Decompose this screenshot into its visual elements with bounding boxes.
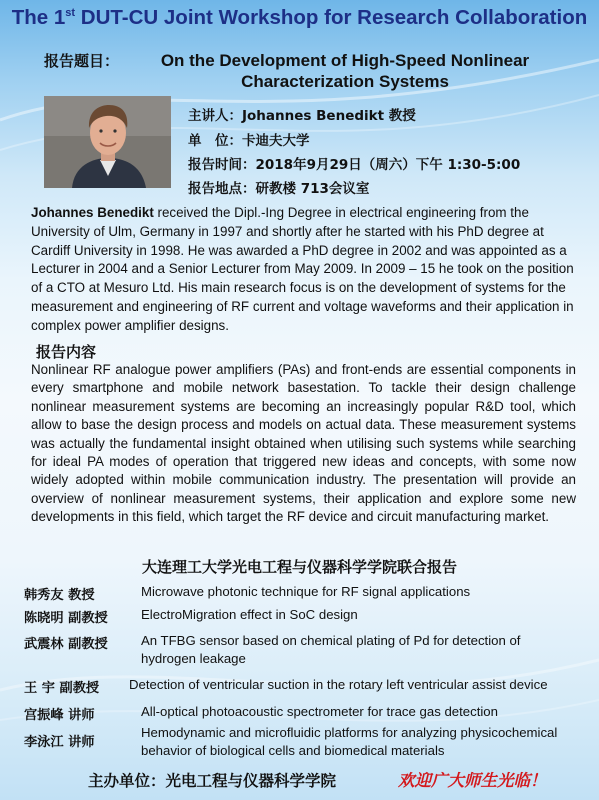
talk-title-line1: On the Development of High-Speed Nonlinear bbox=[160, 51, 530, 70]
bio-name: Johannes Benedikt bbox=[31, 205, 154, 220]
joint-report-heading: 大连理工大学光电工程与仪器科学学院联合报告 bbox=[141, 558, 457, 576]
abstract-text: Nonlinear RF analogue power amplifiers (PAs) and front-ends are essential components in every smartphone and mobile network basestation. To tackle their design challenge nonlinear measurement systems are becoming an increasingly popular R&D tool, which allow to base the design process and models on actual data. These measurement systems was actually the fundamental insight obtained when utilising such systems while searching for ideal PA modes of operation that triggered new ideas and concepts, with some now widely adopted within mobile communication industry. The presentation will provide an overview of nonlinear measurement systems, their application and explore some new developments in this field, which target the RF device and circuit manufacturing market. bbox=[31, 362, 576, 525]
talk-speaker: 陈晓明 副教授 bbox=[24, 611, 108, 626]
talk-title-line2: Characterization Systems bbox=[241, 72, 449, 91]
talk-speaker: 宫振峰 讲师 bbox=[24, 708, 95, 723]
talk-item-title: ElectroMigration effect in SoC design bbox=[141, 607, 358, 622]
talk-item-title: All-optical photoacoustic spectrometer for trace gas detection bbox=[141, 704, 498, 719]
speaker-bio bbox=[31, 204, 576, 336]
talk-item-title: Detection of ventricular suction in the rotary left ventricular assist device bbox=[129, 677, 548, 692]
workshop-title: The 1st DUT-CU Joint Workshop for Research Collaboration bbox=[11, 6, 588, 29]
welcome-message: 欢迎广大师生光临！ bbox=[398, 771, 547, 790]
talk-item-title: Microwave photonic technique for RF signal applications bbox=[141, 584, 471, 599]
speaker-photo bbox=[44, 96, 171, 188]
location-line: 报告地点：研教楼 713会议室 bbox=[188, 181, 370, 197]
speaker-line: 主讲人：Johannes Benedikt 教授 bbox=[188, 108, 416, 124]
talk-title bbox=[145, 50, 545, 92]
bio-text: received the Dipl.-Ing Degree in electrical engineering from the University of Ulm, Germany in 1997 and shortly after he started with his PhD degree at Cardiff University in 1998. He was awarded a PhD degree in 2002 and was appointed as a Lecturer in 2004 and a Senior Lecturer from May 2009. In 2009 – 15 he took on the position of a CTO at Mesuro Ltd. His main research focus is on the development of systems for the measurement and engineering of RF current and voltage waveforms and their application in complex power amplifier designs. bbox=[31, 205, 574, 333]
talk-item-title: Hemodynamic and microfluidic platforms for analyzing physicochemical behavior of biological cells and biomedical materials bbox=[141, 725, 558, 758]
talk-speaker: 韩秀友 教授 bbox=[24, 588, 95, 603]
talk-item-title: An TFBG sensor based on chemical plating of Pd for detection of hydrogen leakage bbox=[141, 633, 521, 666]
talk-speaker: 王 宇 副教授 bbox=[24, 681, 100, 696]
talk-speaker: 武震林 副教授 bbox=[24, 637, 108, 652]
talk-speaker: 李泳江 讲师 bbox=[24, 735, 95, 750]
time-line: 报告时间：2018年9月29日（周六）下午 1:30-5:00 bbox=[188, 157, 521, 173]
topic-label: 报告题目： bbox=[44, 52, 120, 70]
abstract-label: 报告内容 bbox=[36, 343, 97, 361]
unit-line: 单 位：卡迪夫大学 bbox=[188, 133, 310, 149]
host-organizer: 主办单位：光电工程与仪器科学学院 bbox=[88, 772, 337, 790]
